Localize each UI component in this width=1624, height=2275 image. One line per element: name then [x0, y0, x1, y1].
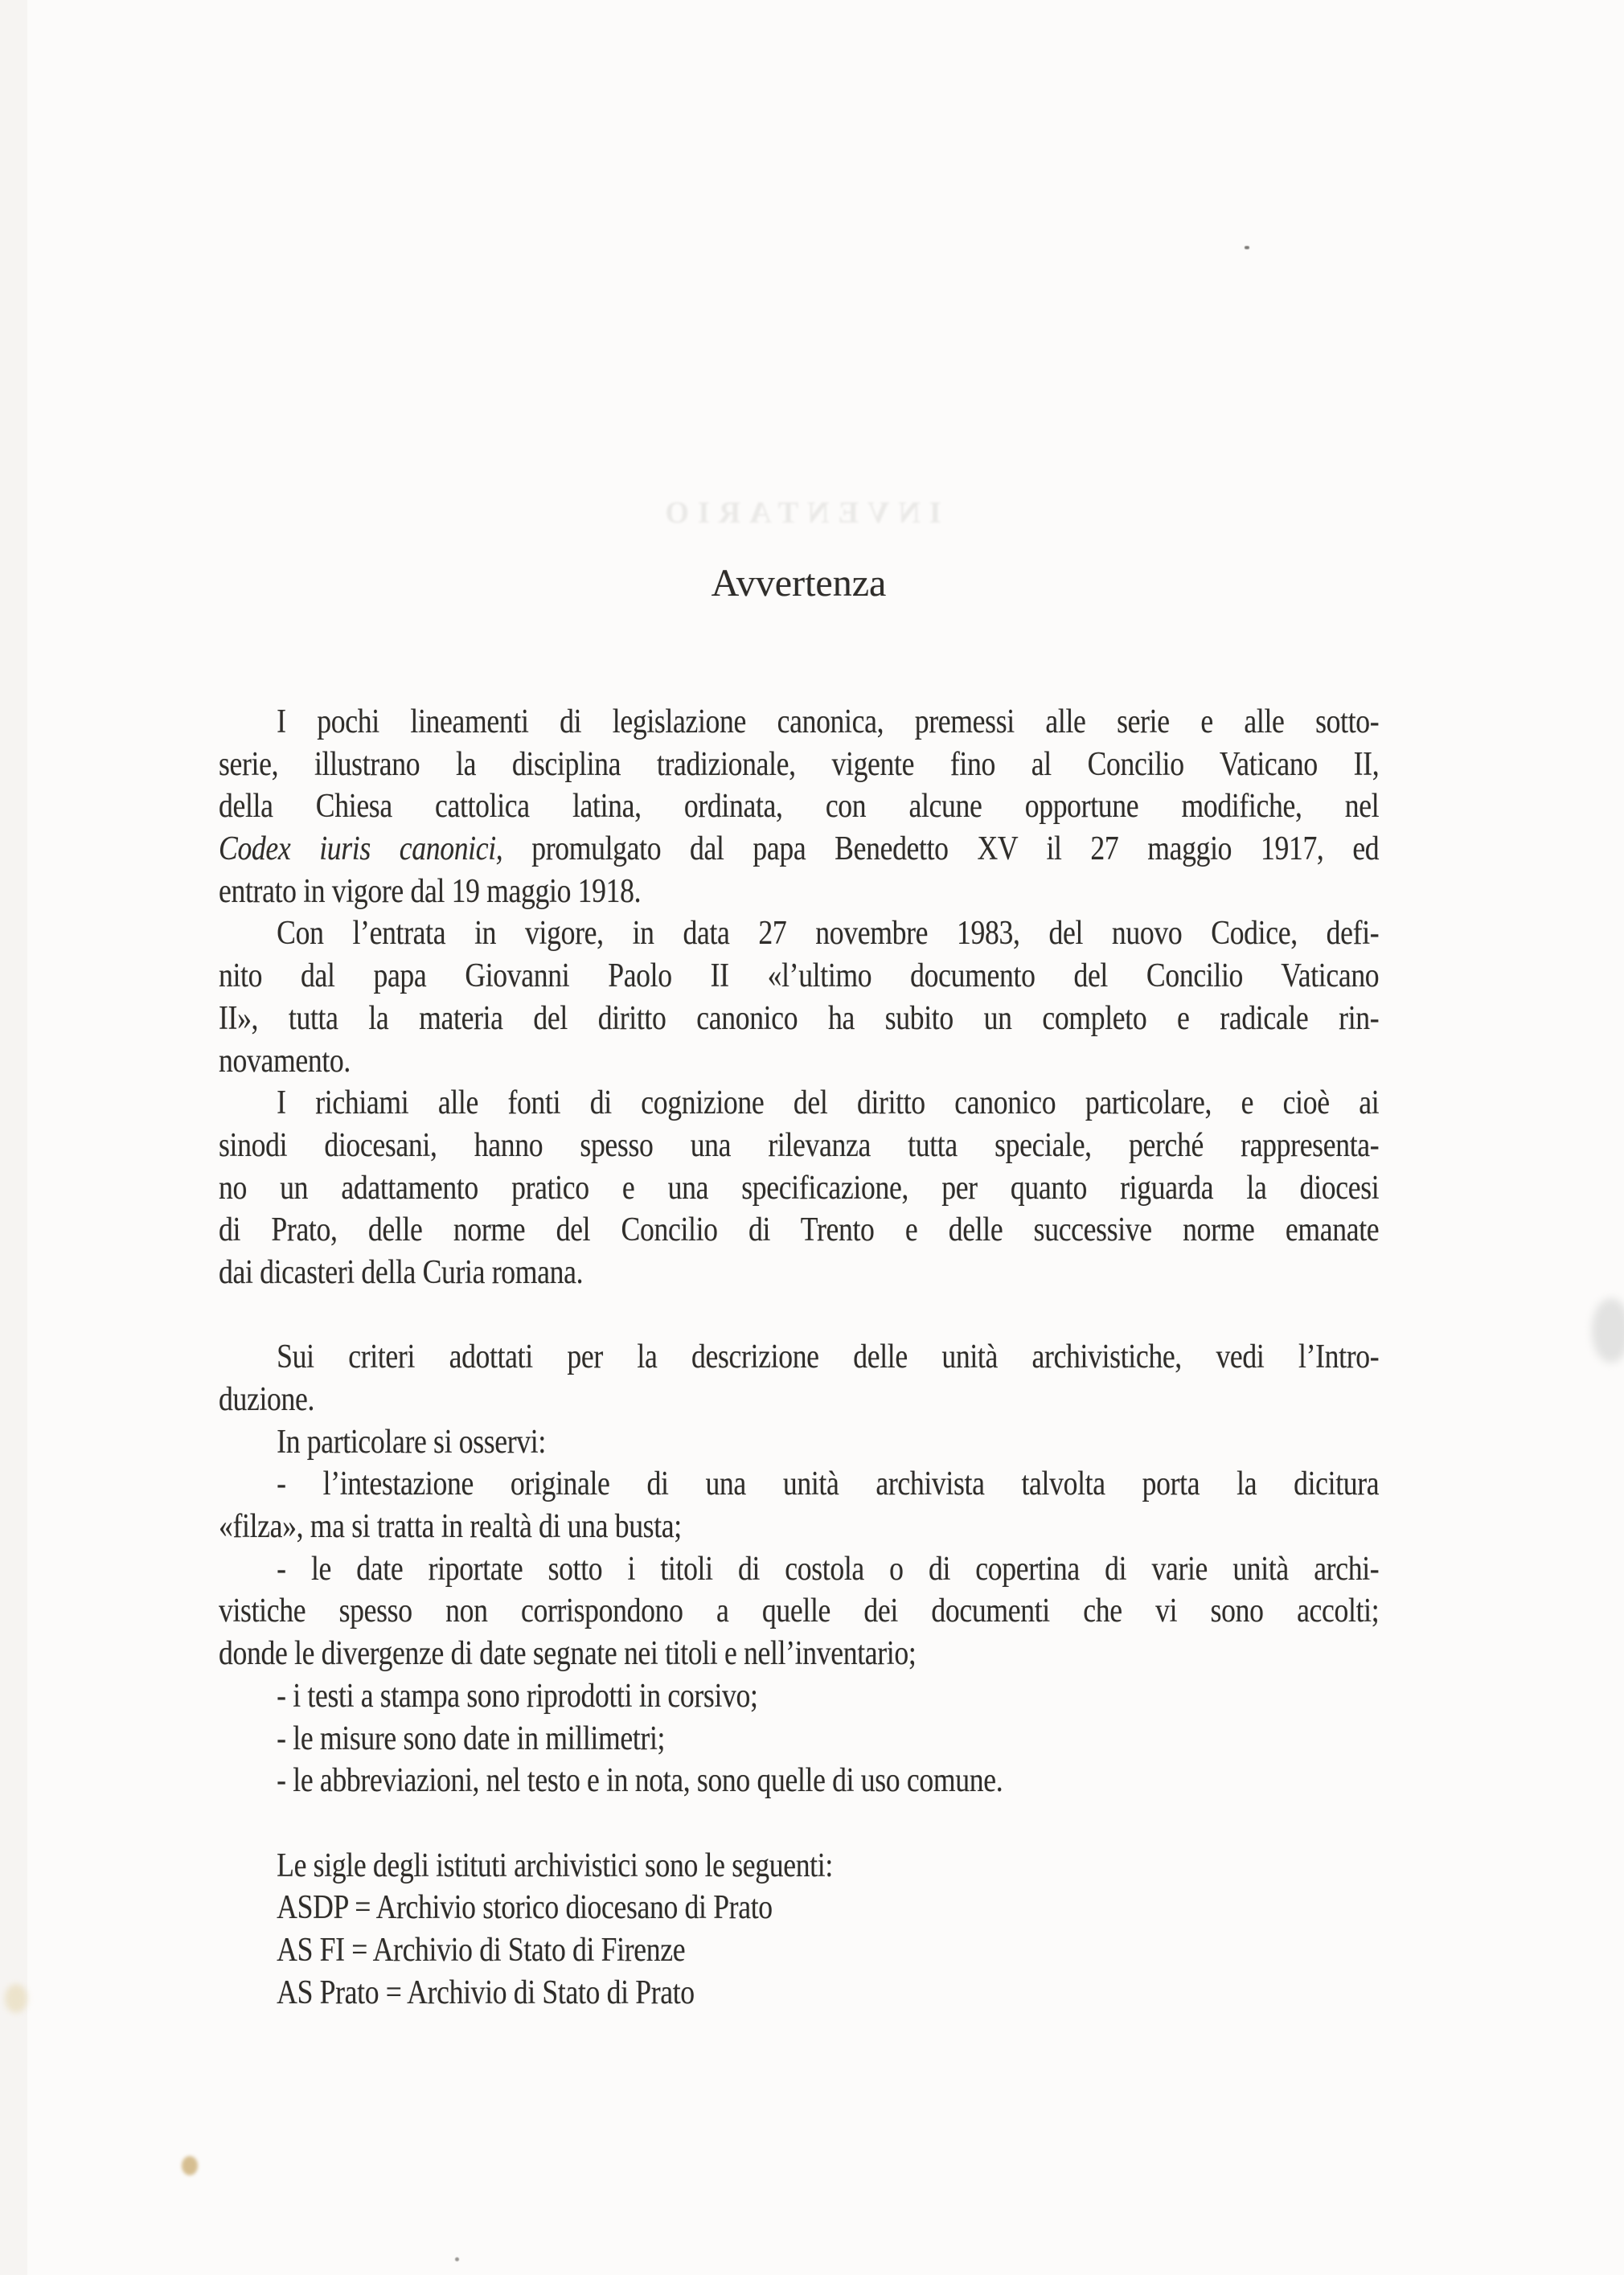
text-line: nito dal papa Giovanni Paolo II «l’ultimo documento del Concilio Vaticano: [219, 957, 1380, 995]
blank-line: [219, 1802, 1379, 1845]
text-line: - le date riportate sotto i titoli di costola o di copertina di varie unità archi-: [277, 1550, 1380, 1588]
bleed-through-heading: INVENTARIO: [656, 496, 941, 530]
italic-text: Codex iuris canonici,: [219, 830, 503, 868]
text-line: della Chiesa cattolica latina, ordinata, con alcune opportune modifiche, nel: [219, 788, 1380, 826]
page-title: Avvertenza: [711, 562, 887, 605]
text-line: AS FI = Archivio di Stato di Firenze: [277, 1931, 686, 1969]
text-line: entrato in vigore dal 19 maggio 1918.: [219, 872, 642, 910]
text-line: Sui criteri adottati per la descrizione delle unità archivistiche, vedi l’Intro-: [277, 1338, 1380, 1376]
text-line: II», tutta la materia del diritto canonico ha subito un completo e radicale rin-: [219, 999, 1380, 1037]
scan-smudge: [1592, 1298, 1624, 1363]
text-line: I richiami alle fonti di cognizione del diritto canonico particolare, e cioè ai: [277, 1084, 1380, 1122]
text-line: donde le divergenze di date segnate nei titoli e nell’inventario;: [219, 1635, 917, 1673]
text-line: I pochi lineamenti di legislazione canonica, premessi alle serie e alle sotto-: [277, 703, 1380, 740]
text-line: AS Prato = Archivio di Stato di Prato: [277, 1974, 695, 2011]
body-lines: [219, 701, 1379, 2014]
text-line: - le abbreviazioni, nel testo e in nota, sono quelle di uso comune.: [277, 1762, 1003, 1800]
text-line: Codex iuris canonici, promulgato dal papa Benedetto XV il 27 maggio 1917, ed: [219, 830, 1380, 868]
paper-stain: [182, 2156, 198, 2175]
text-line: di Prato, delle norme del Concilio di Trento e delle successive norme emanate: [219, 1211, 1380, 1249]
text-line: novamento.: [219, 1042, 351, 1080]
scan-edge-band: [0, 0, 27, 2275]
text-line: «filza», ma si tratta in realtà di una busta;: [219, 1508, 682, 1546]
text-line: Le sigle degli istituti archivistici sono le seguenti:: [277, 1847, 833, 1884]
paper-speck: [455, 2257, 459, 2261]
text-line: In particolare si osservi:: [277, 1423, 546, 1461]
text-line: no un adattamento pratico e una specificazione, per quanto riguarda la diocesi: [219, 1169, 1380, 1207]
text-line: sinodi diocesani, hanno spesso una rilevanza tutta speciale, perché rappresenta-: [219, 1126, 1380, 1164]
text-line: - le misure sono date in millimetri;: [277, 1720, 666, 1757]
text-line: - l’intestazione originale di una unità archivista talvolta porta la dicitura: [277, 1465, 1380, 1503]
text-line: dai dicasteri della Curia romana.: [219, 1253, 584, 1291]
text-line: Con l’entrata in vigore, in data 27 novembre 1983, del nuovo Codice, defi-: [277, 915, 1380, 953]
text-line: serie, illustrano la disciplina tradizionale, vigente fino al Concilio Vaticano II,: [219, 745, 1380, 783]
body-text-column: [219, 701, 1379, 2014]
paper-speck: [1245, 246, 1249, 249]
paper-stain: [5, 1984, 27, 2013]
blank-line: [219, 1294, 1379, 1337]
text-line: vistiche spesso non corrispondono a quelle dei documenti che vi sono accolti;: [219, 1592, 1380, 1630]
text-line: ASDP = Archivio storico diocesano di Prato: [277, 1889, 773, 1927]
text-line: - i testi a stampa sono riprodotti in corsivo;: [277, 1677, 758, 1715]
text-line: duzione.: [219, 1381, 315, 1418]
